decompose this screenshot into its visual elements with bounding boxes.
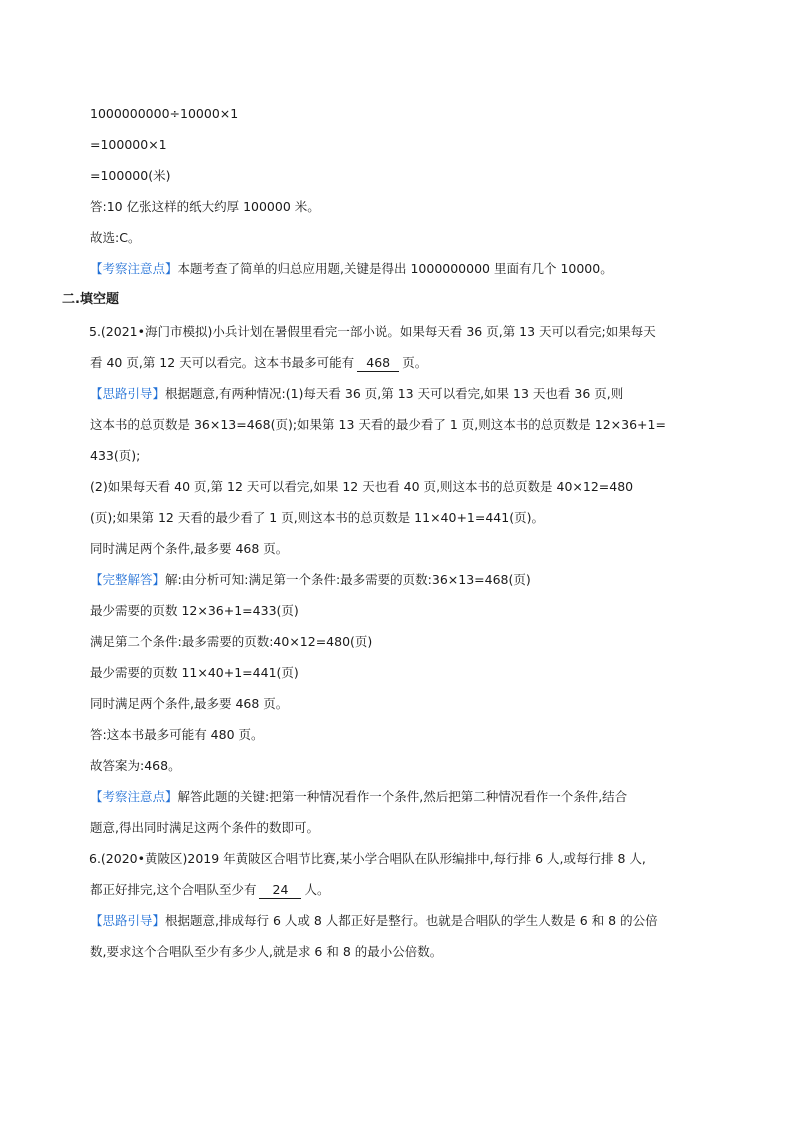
q5-hint-line-4: (2)如果每天看 40 页,第 12 天可以看完,如果 12 天也看 40 页,则这本书的总页数是 40×12=480: [90, 479, 634, 494]
hint-tag: 【思路引导】: [90, 913, 166, 928]
q6-stem-line-2: [90, 880, 330, 900]
note-text: 解答此题的关键:把第一种情况看作一个条件,然后把第二种情况看作一个条件,结合: [177, 789, 628, 804]
note-tag: 【考察注意点】: [90, 261, 178, 276]
q6-stem-text: 都正好排完,这个合唱队至少有: [90, 882, 257, 897]
q6-hint-line-1: [90, 911, 658, 931]
q5-answer-line-4: 最少需要的页数 11×40+1=441(页): [90, 665, 299, 680]
hint-text: 根据题意,有两种情况:(1)每天看 36 页,第 13 天可以看完,如果 13 天也看 36 页,则: [165, 386, 624, 401]
q6-stem-suffix: 人。: [304, 882, 330, 897]
choice-line: 故选:C。: [90, 230, 141, 245]
q5-hint-line-2: 这本书的总页数是 36×13=468(页);如果第 13 天看的最少看了 1 页,则这本书的总页数是 12×36+1=: [90, 417, 666, 432]
section-title: 二.填空题: [62, 292, 119, 307]
q5-note-line-1: [90, 787, 627, 807]
q5-hint-line-5: (页);如果第 12 天看的最少看了 1 页,则这本书的总页数是 11×40+1=441(页)。: [90, 510, 544, 525]
q6-hint-line-2: 数,要求这个合唱队至少有多少人,就是求 6 和 8 的最小公倍数。: [90, 944, 443, 959]
hint-tag: 【思路引导】: [90, 386, 166, 401]
q5-hint-line-6: 同时满足两个条件,最多要 468 页。: [90, 541, 289, 556]
answer-tag: 【完整解答】: [90, 572, 166, 587]
q5-stem-line-2: [90, 353, 427, 373]
q5-answer-line-5: 同时满足两个条件,最多要 468 页。: [90, 696, 289, 711]
calc-line-3: =100000(米): [90, 168, 171, 183]
answer-text: 解:由分析可知:满足第一个条件:最多需要的页数:36×13=468(页): [165, 572, 531, 587]
note-paragraph-1: [90, 259, 613, 279]
q5-hint-line-3: 433(页);: [90, 448, 141, 463]
q6-stem-line-1: 6.(2020•黄陂区)2019 年黄陂区合唱节比赛,某小学合唱队在队形编排中,每行排 6 人,或每行排 8 人,: [89, 851, 646, 866]
q6-answer-blank: 24: [259, 882, 301, 899]
calc-line-1: 1000000000÷10000×1: [90, 106, 239, 121]
q5-stem-text: 看 40 页,第 12 天可以看完。这本书最多可能有: [90, 355, 355, 370]
q5-answer-line-3: 满足第二个条件:最多需要的页数:40×12=480(页): [90, 634, 373, 649]
q5-hint-line-1: [90, 384, 623, 404]
hint-text: 根据题意,排成每行 6 人或 8 人都正好是整行。也就是合唱队的学生人数是 6 和 8 的公倍: [165, 913, 658, 928]
note-text: 本题考查了简单的归总应用题,关键是得出 1000000000 里面有几个 10000。: [177, 261, 613, 276]
q5-answer-line-1: [90, 570, 531, 590]
q5-answer-line-7: 故答案为:468。: [90, 758, 181, 773]
q5-answer-blank: 468: [357, 355, 399, 372]
q5-stem-line-1: 5.(2021•海门市模拟)小兵计划在暑假里看完一部小说。如果每天看 36 页,第 13 天可以看完;如果每天: [89, 324, 656, 339]
q5-answer-line-2: 最少需要的页数 12×36+1=433(页): [90, 603, 299, 618]
calc-line-2: =100000×1: [90, 137, 167, 152]
answer-line: 答:10 亿张这样的纸大约厚 100000 米。: [90, 199, 320, 214]
q5-note-line-2: 题意,得出同时满足这两个条件的数即可。: [90, 820, 319, 835]
q5-stem-suffix: 页。: [402, 355, 428, 370]
note-tag: 【考察注意点】: [90, 789, 178, 804]
q5-answer-line-6: 答:这本书最多可能有 480 页。: [90, 727, 264, 742]
